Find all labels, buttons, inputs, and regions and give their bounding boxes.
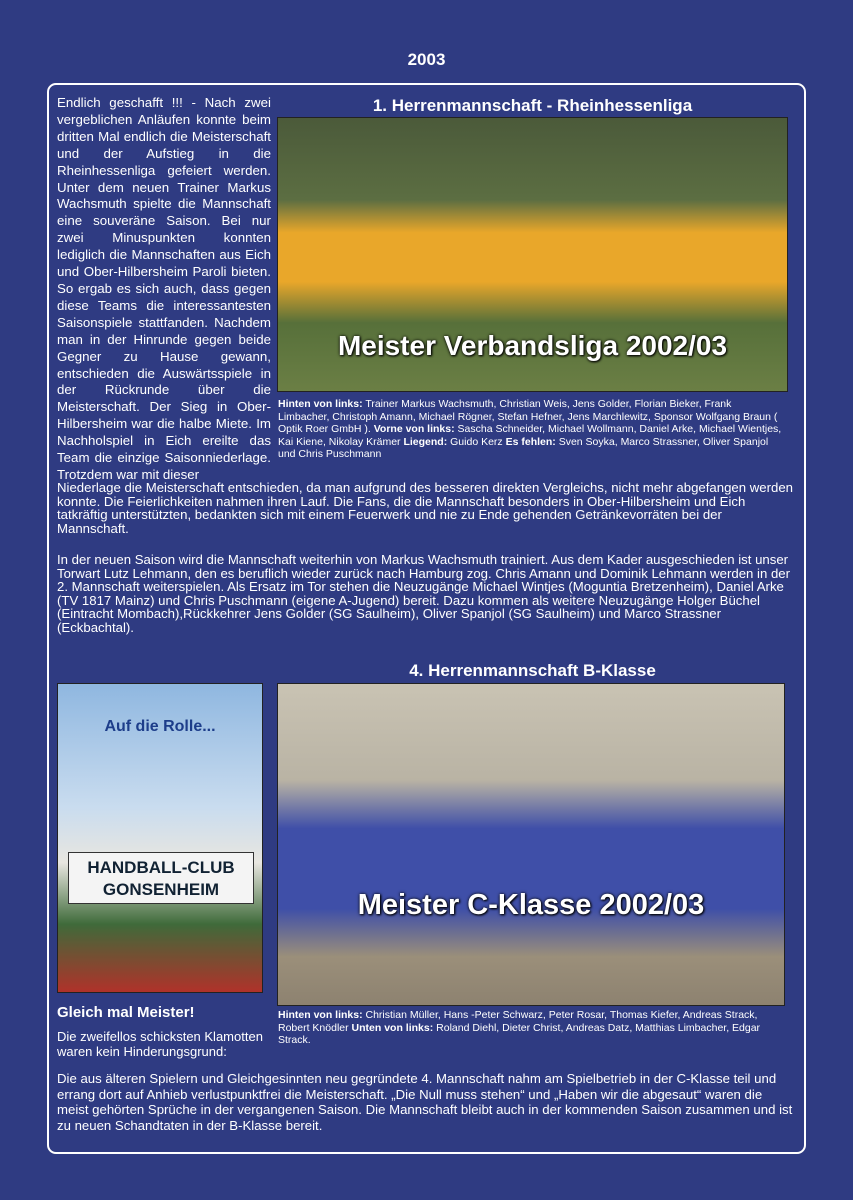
tractor-photo-text: Auf die Rolle... (104, 718, 216, 735)
caption-label: Liegend: (403, 435, 448, 448)
section4-title: 4. Herrenmannschaft B-Klasse (409, 661, 656, 680)
section4-paragraph: Die aus älteren Spielern und Gleichgesinnten neu gegründete 4. Mannschaft nahm am Spielbetrieb in der C-Klasse teil und errang dort auf Anhieb verlustpunktfrei die Meisterschaft. „Die Null muss stehen“ und „Haben wir die abgesaut“ waren die meist gehörten Sprüche in der vergangenen Saison. Die Mannschaft bleibt auch in der kommenden Saison zusammen und ist zu neuen Schandtaten in der B-Klasse bereit. (57, 1071, 793, 1133)
section1-title: 1. Herrenmannschaft - Rheinhessenliga (372, 96, 693, 115)
section1-paragraph-1: Niederlage die Meisterschaft entschieden, da man aufgrund des besseren direkten Vergleichs, nicht mehr abgefangen werden konnte. Die Feierlichkeiten nahmen ihren Lauf. Die Fans, die die Mannschaft besonders in Ober-Hilbersheim und Eich tatkräftig unterstützten, bedankten sich mit einem Feuerwerk und nie zu Ende gehenden Getränkevorräten bei der Mannschaft. (57, 480, 794, 536)
caption-label: Es fehlen: (505, 435, 556, 448)
intro-text: Endlich geschafft !!! - Nach zwei vergeblichen Anläufen konnte beim dritten Mal endlich die Meisterschaft und der Aufstieg in die Rheinhessenliga gefeiert werden. Unter dem neuen Trainer Markus Wachsmuth spielte die Mannschaft eine souveräne Saison. Bei nur zwei Minuspunkten konnten lediglich die Mannschaften aus Eich und Ober-Hilbersheim Paroli bieten. So ergab es sich auch, dass gegen diese Teams die interessantesten Saisonspiele stattfanden. Nachdem man in der Hinrunde gegen beide Gegner zu Hause gewann, entschieden die Auswärtsspiele in der Rückrunde über die Meisterschaft. Der Sieg in Ober-Hilbersheim war die halbe Miete. Im Nachholspiel in Eich ereilte das Team die einzige Saisonniederlage. Trotzdem war mit dieser (57, 95, 271, 482)
club-sign: HANDBALL-CLUB GONSENHEIM (68, 852, 254, 904)
caption-label: Unten von links: (351, 1021, 434, 1034)
caption-text: Christian Müller, Hans -Peter Schwarz, Peter Rosar, Thomas Kiefer, Andreas Strack, Robert Knödler (278, 1009, 758, 1034)
team1-photo (277, 117, 788, 392)
team4-photo (277, 683, 785, 1006)
team1-photo-overlay: Meister Verbandsliga 2002/03 (337, 330, 728, 361)
side-text: Die zweifellos schicksten Klamotten waren kein Hinderungsgrund: (57, 1029, 263, 1059)
year-heading: 2003 (407, 50, 446, 69)
caption-text: Roland Diehl, Dieter Christ, Andreas Datz, Matthias Limbacher, Edgar Strack. (278, 1021, 761, 1047)
caption-text: Sascha Schneider, Michael Wollmann, Daniel Arke, Michael Wientjes, Kai Kiene, Nikolay Krämer (278, 423, 782, 448)
caption-text: Guido Kerz (447, 435, 506, 448)
team4-caption (278, 1009, 783, 1047)
team1-caption (278, 398, 783, 461)
caption-text: Trainer Markus Wachsmuth, Christian Weis, Jens Golder, Florian Bieker, Frank Limbacher, Christoph Amann, Michael Rögner, Stefan Hefner, Jens Marchlewitz, Sponsor Wolfgang Braun ( Optik Roer GmbH ). (278, 398, 778, 436)
caption-label: Hinten von links: (278, 1009, 363, 1021)
caption-label: Hinten von links: (278, 398, 363, 410)
side-heading: Gleich mal Meister! (57, 1004, 195, 1021)
tractor-photo (57, 683, 263, 993)
caption-label: Vorne von links: (373, 423, 455, 436)
caption-text: Sven Soyka, Marco Strassner, Oliver Spanjol und Chris Puschmann (278, 435, 769, 461)
section1-paragraph-2: In der neuen Saison wird die Mannschaft weiterhin von Markus Wachsmuth trainiert. Aus dem Kader ausgeschieden ist unser Torwart Lutz Lehmann, den es beruflich wieder zurück nach Hamburg zog. Chris Amann und Dominik Lehmann werden in der 2. Mannschaft weiterspielen. Als Ersatz im Tor stehen die Neuzugänge Michael Wintjes (Moguntia Bretzenheim), Daniel Arke (TV 1817 Mainz) und Chris Puschmann (eigene A-Jugend) bereit. Dazu kommen als weitere Neuzugänge Holger Büchel (Eintracht Mombach),Rückkehrer Jens Golder (SG Saulheim), Oliver Spanjol (SG Saulheim) und Marco Strassner (Eckbachtal). (57, 552, 791, 635)
team4-photo-overlay: Meister C-Klasse 2002/03 (357, 889, 705, 921)
